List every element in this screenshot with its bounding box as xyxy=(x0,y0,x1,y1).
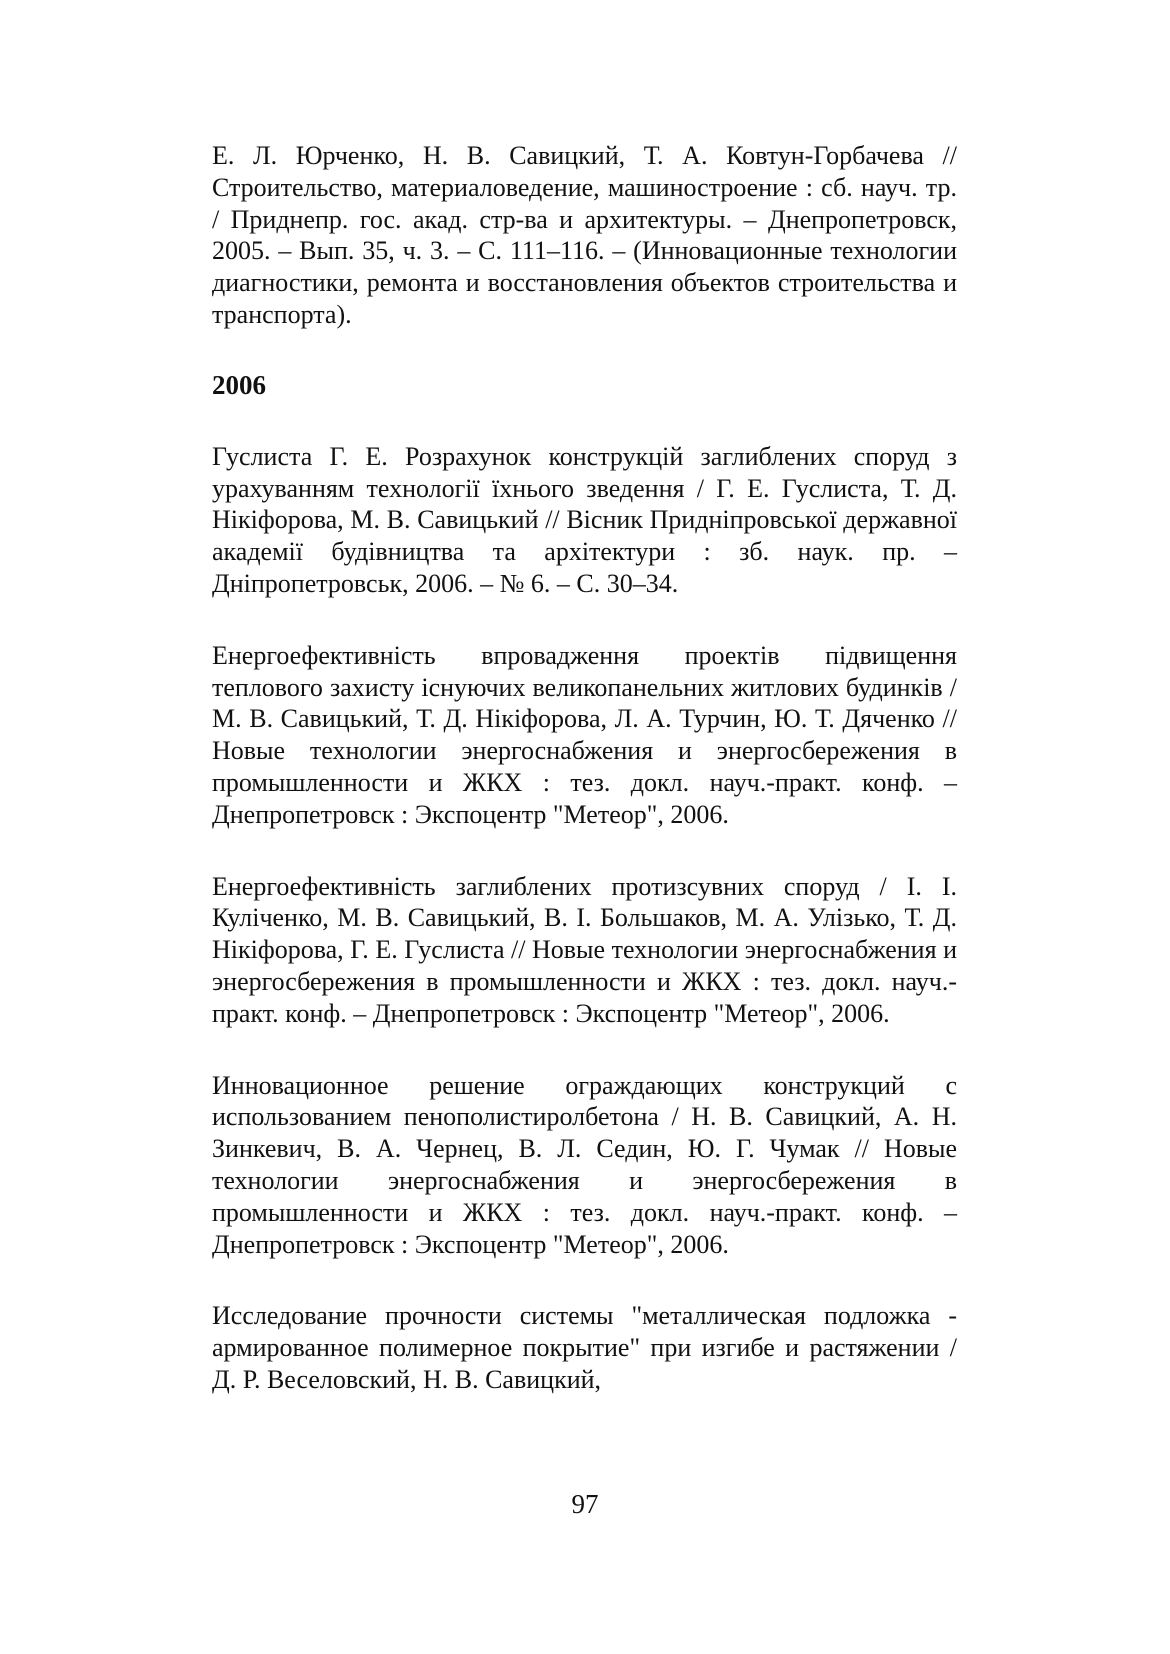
bibliography-entry: Енергоефективність впровадження проектів підвищення теплового захисту існуючих великопанельних житлових будинків / М. В. Савицький, Т. Д. Нікіфорова, Л. А. Турчин, Ю. Т. Дяченко // Новые технологии энергоснабжения и энергосбережения в промышленности и ЖКХ : тез. докл. науч.-практ. конф. – Днепропетровск : Экспоцентр "Метеор", 2006. xyxy=(212,640,957,829)
bibliography-entry-continuation: Е. Л. Юрченко, Н. В. Савицкий, Т. А. Ковтун-Горбачева // Строительство, материаловедение, машиностроение : сб. науч. тр. / Приднепр. гос. акад. стр-ва и архитектуры. – Днепропетровск, 2005. – Вып. 35, ч. 3. – С. 111–116. – (Инновационные технологии диагностики, ремонта и восстановления объектов строительства и транспорта). xyxy=(212,141,957,329)
bibliography-entry: Енергоефективність заглиблених протизсувних споруд / І. І. Куліченко, М. В. Савицький, В. І. Большаков, М. А. Улізько, Т. Д. Нікіфорова, Г. Е. Гуслиста // Новые технологии энергоснабжения и энергосбережения в промышленности и ЖКХ : тез. докл. науч.-практ. конф. – Днепропетровск : Экспоцентр "Метеор", 2006. xyxy=(212,871,957,1028)
year-heading: 2006 xyxy=(212,369,266,400)
page-content xyxy=(212,140,957,1396)
page-number: 97 xyxy=(571,1489,599,1519)
bibliography-entry: Исследование прочности системы "металлическая подложка - армированное полимерное покрытие" при изгибе и растяжении / Д. Р. Веселовский, Н. В. Савицкий, xyxy=(212,1301,957,1394)
bibliography-entry: Инновационное решение ограждающих конструкций с использованием пенополистиролбетона / Н. В. Савицкий, А. Н. Зинкевич, В. А. Чернец, В. Л. Седин, Ю. Г. Чумак // Новые технологии энергоснабжения и энергосбережения в промышленности и ЖКХ : тез. докл. науч.-практ. конф. – Днепропетровск : Экспоцентр "Метеор", 2006. xyxy=(212,1070,957,1259)
bibliography-entry: Гуслиста Г. Е. Розрахунок конструкцій заглиблених споруд з урахуванням технології їхнього зведення / Г. Е. Гуслиста, Т. Д. Нікіфорова, М. В. Савицький // Вісник Придніпровської державної академії будівництва та архітектури : зб. наук. пр. – Дніпропетровськ, 2006. – № 6. – С. 30–34. xyxy=(212,441,957,598)
